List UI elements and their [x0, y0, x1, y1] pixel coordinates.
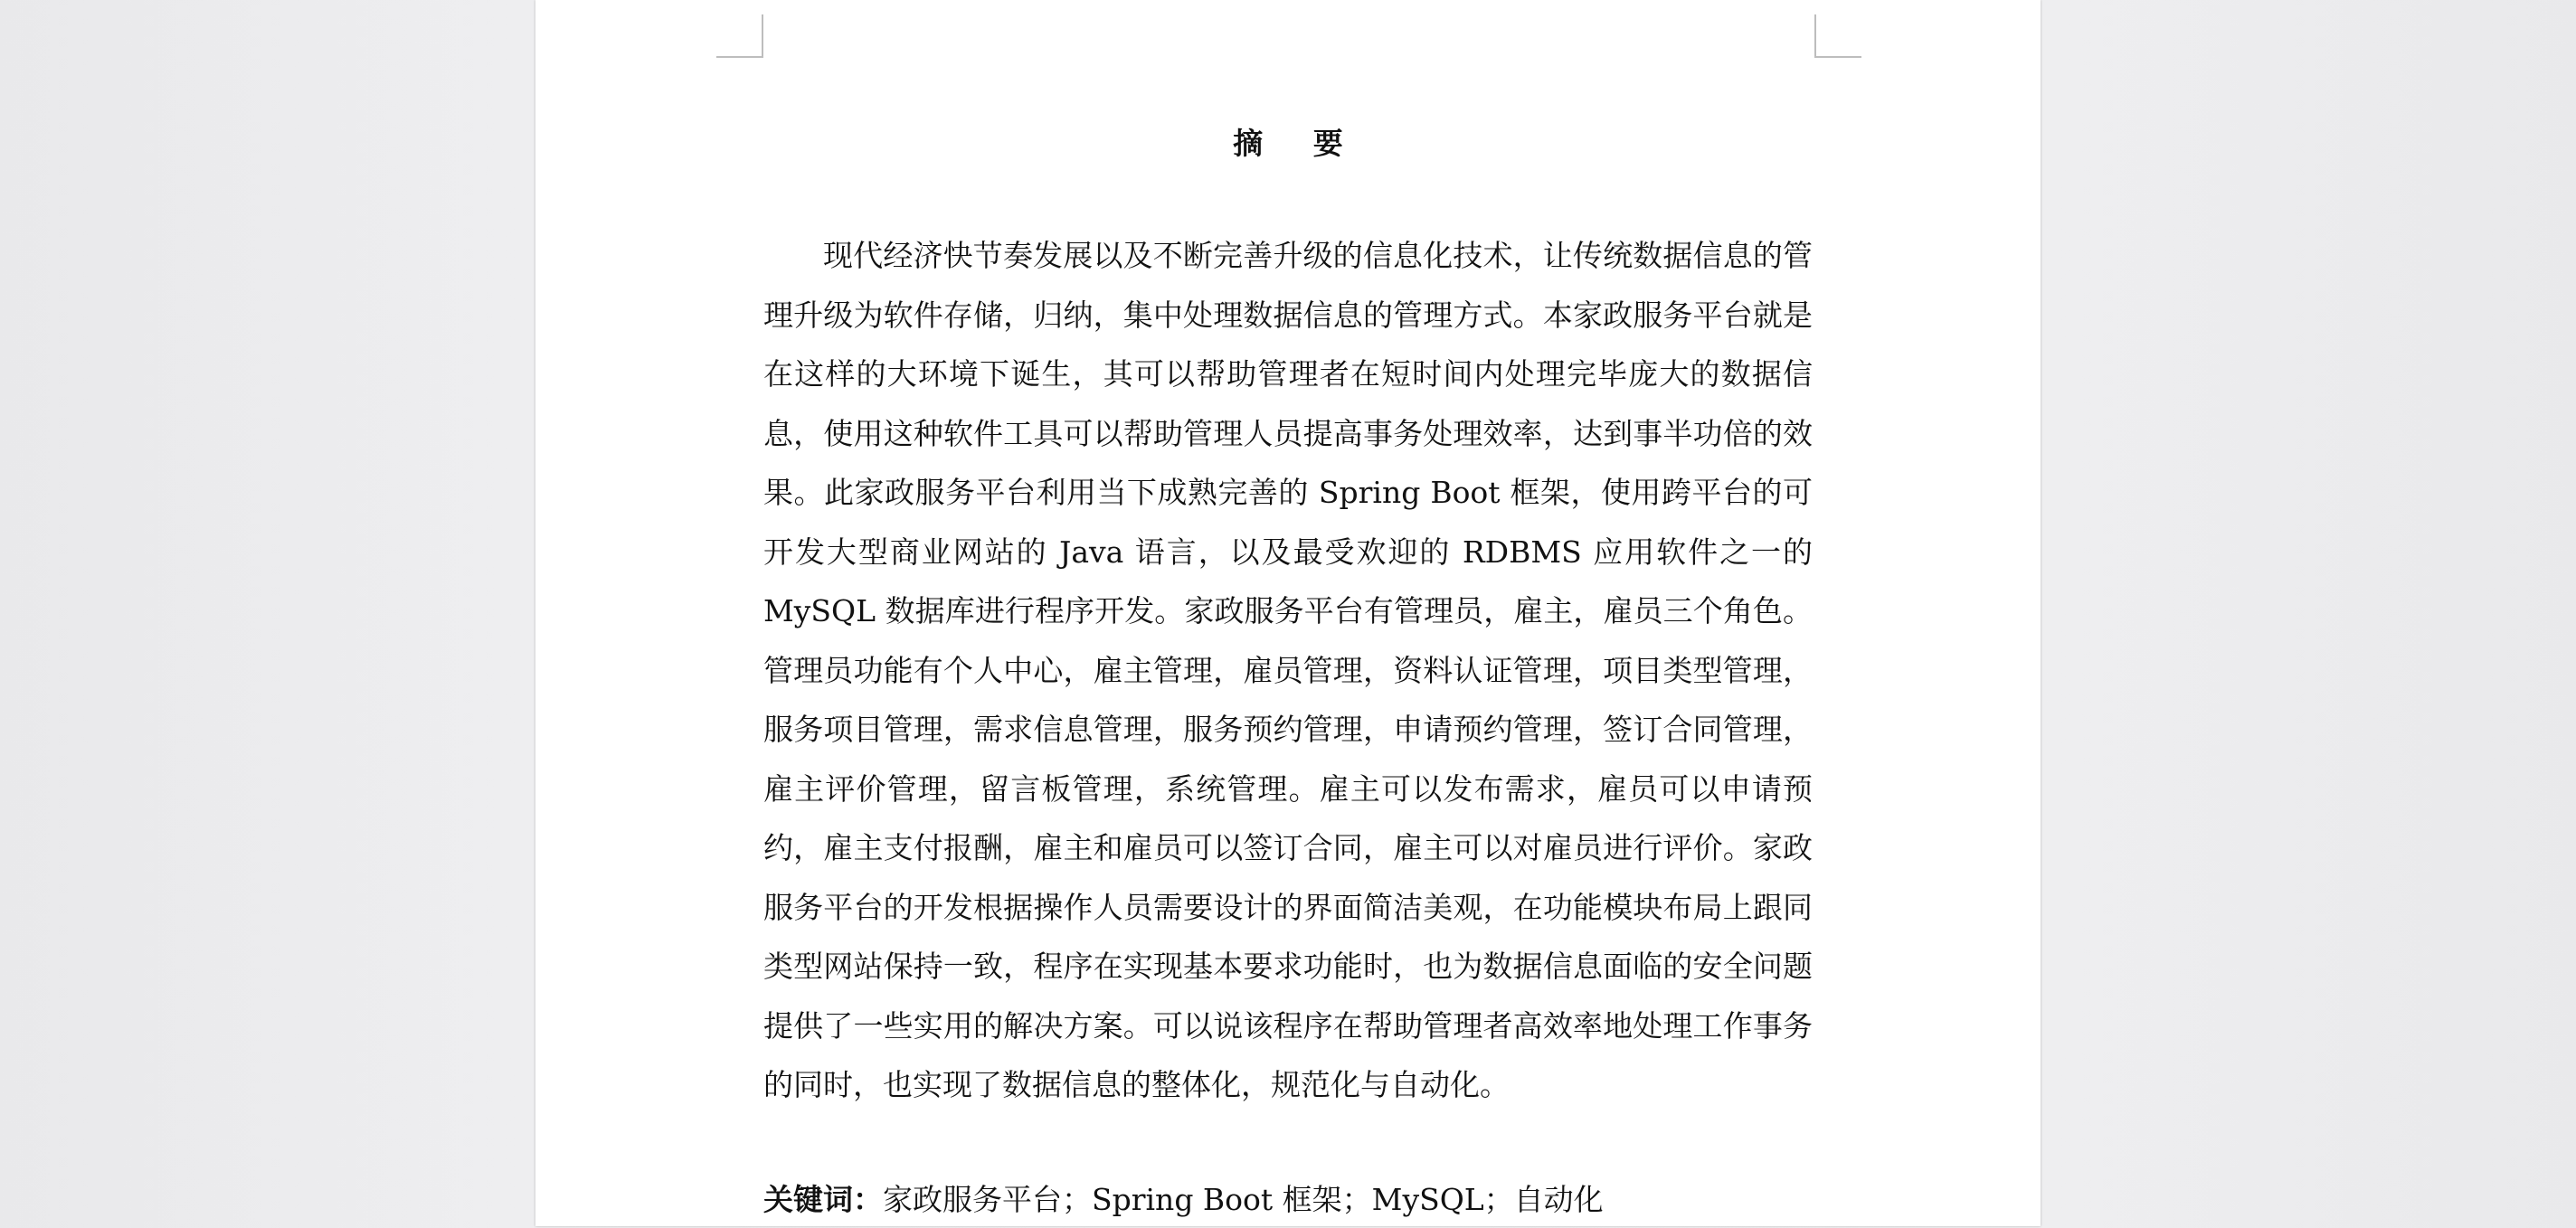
crop-mark-top-right	[1814, 14, 1861, 58]
keywords-list: 家政服务平台；Spring Boot 框架；MySQL；自动化	[883, 1182, 1604, 1217]
document-page	[535, 0, 2041, 1226]
keywords-label: 关键词：	[763, 1182, 883, 1217]
abstract-paragraph: 现代经济快节奏发展以及不断完善升级的信息化技术，让传统数据信息的管理升级为软件存储，归纳，集中处理数据信息的管理方式。本家政服务平台就是在这样的大环境下诞生，其可以帮助管理者在短时间内处理完毕庞大的数据信息，使用这种软件工具可以帮助管理人员提高事务处理效率，达到事半功倍的效果。此家政服务平台利用当下成熟完善的 Spring Boot 框架，使用跨平台的可开发大型商业网站的 Java 语言，以及最受欢迎的 RDBMS 应用软件之一的 MySQL 数据库进行程序开发。家政服务平台有管理员，雇主，雇员三个角色。管理员功能有个人中心，雇主管理，雇员管理，资料认证管理，项目类型管理，服务项目管理，需求信息管理，服务预约管理，申请预约管理，签订合同管理，雇主评价管理，留言板管理，系统管理。雇主可以发布需求，雇员可以申请预约，雇主支付报酬，雇主和雇员可以签订合同，雇主可以对雇员进行评价。家政服务平台的开发根据操作人员需要设计的界面简洁美观，在功能模块布局上跟同类型网站保持一致，程序在实现基本要求功能时，也为数据信息面临的安全问题提供了一些实用的解决方案。可以说该程序在帮助管理者高效率地处理工作事务的同时，也实现了数据信息的整体化，规范化与自动化。	[763, 238, 1813, 1102]
keywords-line	[763, 1172, 1813, 1228]
abstract-heading: 摘 要	[1233, 126, 1363, 161]
crop-mark-top-left	[716, 14, 763, 58]
